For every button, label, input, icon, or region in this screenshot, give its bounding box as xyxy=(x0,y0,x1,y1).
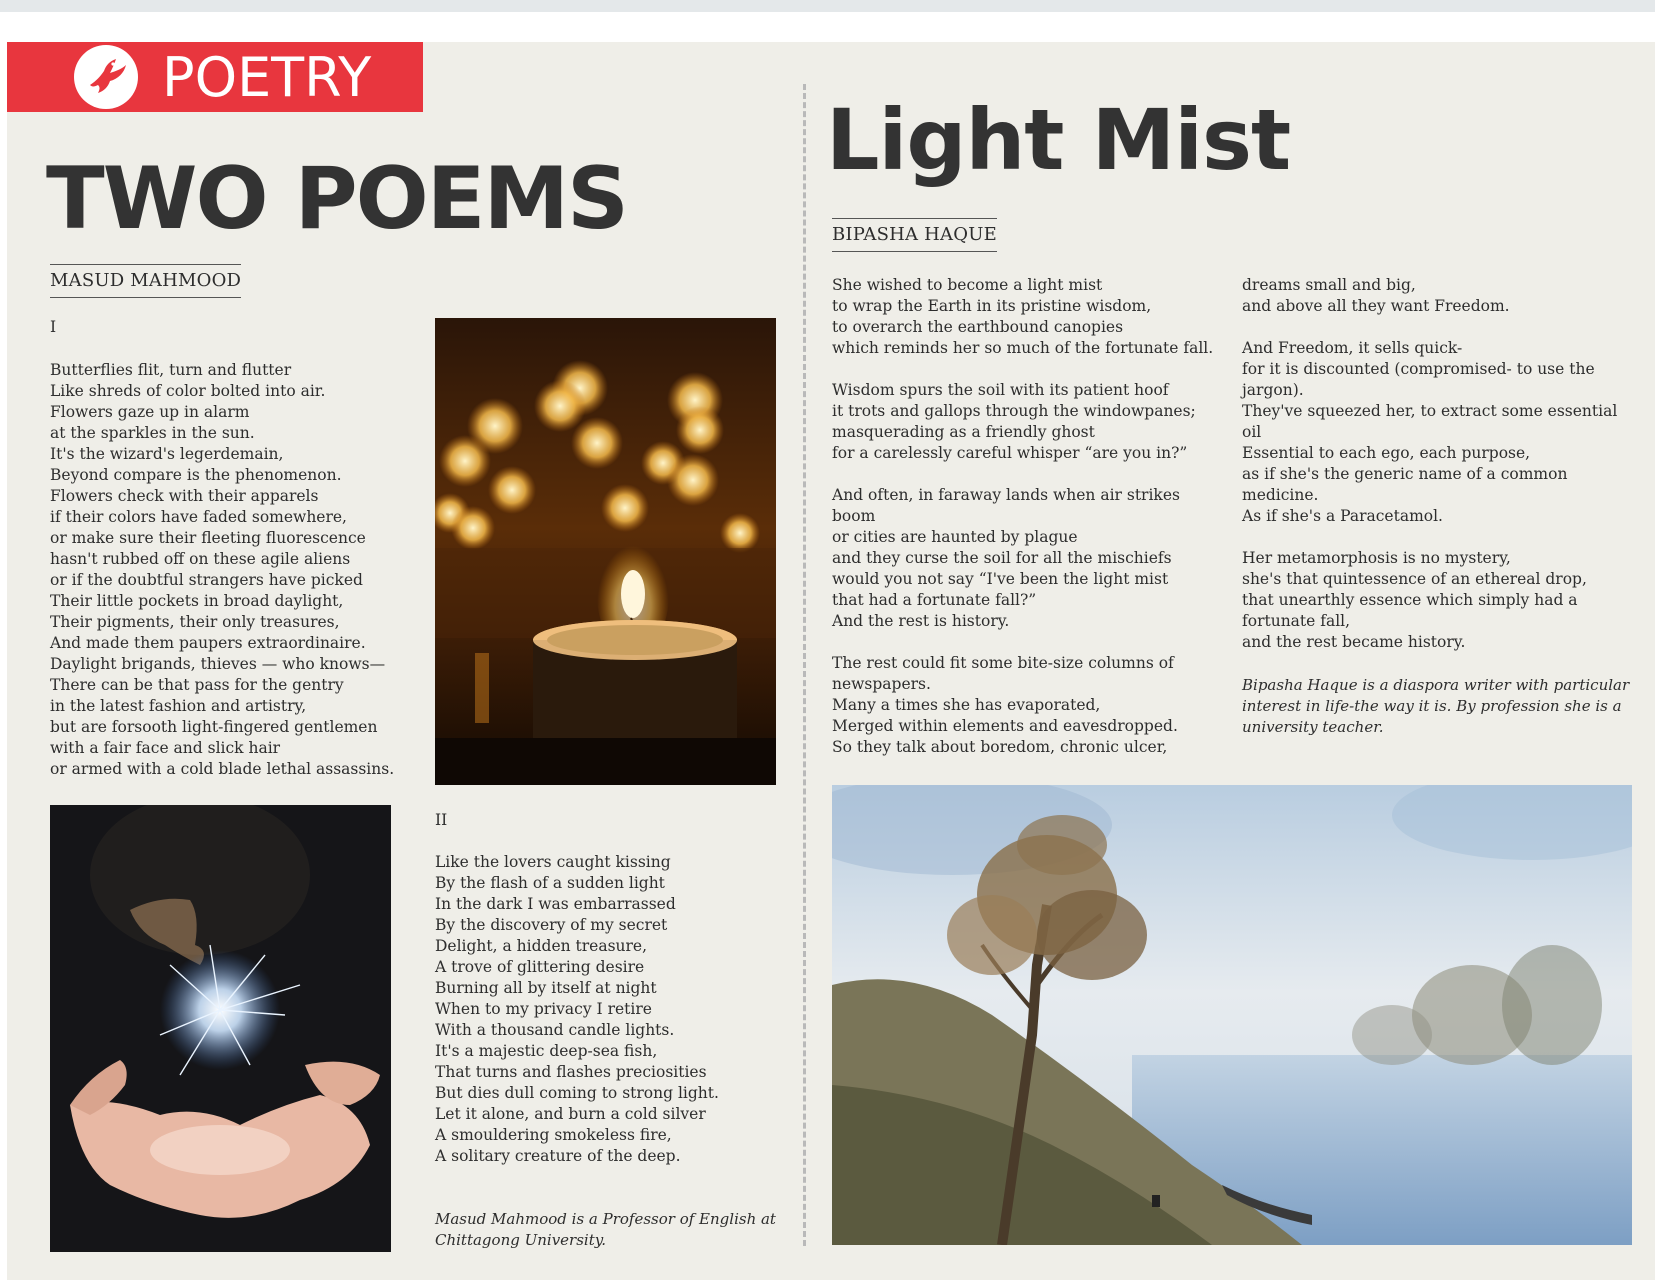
watercolor-landscape-painting xyxy=(832,785,1632,1245)
bio-line: university teacher. xyxy=(1242,718,1384,736)
poem-line: So they talk about boredom, chronic ulcer, xyxy=(832,738,1168,756)
poem-line: And the rest is history. xyxy=(832,612,1010,630)
poem-line: with a fair face and slick hair xyxy=(50,739,281,757)
poem-line: That turns and flashes preciosities xyxy=(435,1063,707,1081)
poem-line: Flowers check with their apparels xyxy=(50,487,319,505)
poem-line: Delight, a hidden treasure, xyxy=(435,937,648,955)
poem-line: Butterflies flit, turn and flutter xyxy=(50,361,292,379)
poem-2-text xyxy=(435,852,719,1167)
poem-line xyxy=(832,359,1213,380)
poem-line: and above all they want Freedom. xyxy=(1242,297,1510,315)
poem-line: which reminds her so much of the fortunate fall. xyxy=(832,339,1214,357)
poem-line: The rest could fit some bite-size columns of xyxy=(832,654,1174,672)
poem-line xyxy=(832,464,1213,485)
poem-line: it trots and gallops through the windowpanes; xyxy=(832,402,1196,420)
bio-line: Bipasha Haque is a diaspora writer with particular xyxy=(1242,676,1630,694)
poem-line: but are forsooth light-fingered gentlemen xyxy=(50,718,378,736)
poem-line: She wished to become a light mist xyxy=(832,276,1103,294)
bird-icon xyxy=(74,45,138,109)
poem-line: Daylight brigands, thieves — who knows— xyxy=(50,655,386,673)
poem-line: As if she's a Paracetamol. xyxy=(1242,507,1443,525)
poem-line: or if the doubtful strangers have picked xyxy=(50,571,363,589)
poem-line xyxy=(1242,317,1617,338)
poem-line: for it is discounted (compromised- to use the xyxy=(1242,360,1595,378)
poem-line: hasn't rubbed off on these agile aliens xyxy=(50,550,351,568)
poem-line: By the discovery of my secret xyxy=(435,916,668,934)
poem-line: A solitary creature of the deep. xyxy=(435,1147,681,1165)
poem-1-text xyxy=(50,360,394,780)
poem-line: to wrap the Earth in its pristine wisdom, xyxy=(832,297,1152,315)
poem-line: medicine. xyxy=(1242,486,1319,504)
poem-line: as if she's the generic name of a common xyxy=(1242,465,1568,483)
right-headline: Light Mist xyxy=(826,91,1291,189)
poem-line: Burning all by itself at night xyxy=(435,979,657,997)
right-byline: BIPASHA HAQUE xyxy=(832,218,997,252)
candles-photo xyxy=(435,318,776,785)
poem-line: at the sparkles in the sun. xyxy=(50,424,255,442)
poem-line: But dies dull coming to strong light. xyxy=(435,1084,719,1102)
poem-line: There can be that pass for the gentry xyxy=(50,676,344,694)
poem-1-numeral: I xyxy=(50,318,57,336)
section-badge xyxy=(7,42,423,112)
poem-line: A trove of glittering desire xyxy=(435,958,645,976)
poem-line: boom xyxy=(832,507,876,525)
poem-line: or make sure their fleeting fluorescence xyxy=(50,529,366,547)
left-headline: TWO POEMS xyxy=(46,149,627,249)
poem-line: When to my privacy I retire xyxy=(435,1000,652,1018)
poem-line: Wisdom spurs the soil with its patient hoof xyxy=(832,381,1169,399)
poem-line: newspapers. xyxy=(832,675,931,693)
bio-line: Chittagong University. xyxy=(435,1231,606,1249)
poem-line: and they curse the soil for all the mischiefs xyxy=(832,549,1172,567)
poem-line: if their colors have faded somewhere, xyxy=(50,508,347,526)
poem-line: Like shreds of color bolted into air. xyxy=(50,382,326,400)
poem-line: By the flash of a sudden light xyxy=(435,874,665,892)
bio-line: interest in life-the way it is. By profession she is a xyxy=(1242,697,1622,715)
bio-line: Masud Mahmood is a Professor of English at xyxy=(435,1210,776,1228)
poem-line: They've squeezed her, to extract some essential xyxy=(1242,402,1618,420)
left-byline: MASUD MAHMOOD xyxy=(50,264,241,298)
poem-line: and the rest became history. xyxy=(1242,633,1466,651)
poem-line: Her metamorphosis is no mystery, xyxy=(1242,549,1511,567)
poem-line: And made them paupers extraordinaire. xyxy=(50,634,366,652)
sparkler-hand-photo xyxy=(50,805,391,1252)
poem-line: jargon). xyxy=(1242,381,1304,399)
poem-line: It's the wizard's legerdemain, xyxy=(50,445,284,463)
poem-line: that had a fortunate fall?” xyxy=(832,591,1037,609)
poem-line: or cities are haunted by plague xyxy=(832,528,1078,546)
poem-line: dreams small and big, xyxy=(1242,276,1416,294)
poem-line: Many a times she has evaporated, xyxy=(832,696,1101,714)
right-author-bio xyxy=(1242,675,1629,738)
poem-line: Essential to each ego, each purpose, xyxy=(1242,444,1531,462)
poem-line: And Freedom, it sells quick- xyxy=(1242,339,1463,357)
poem-line: Flowers gaze up in alarm xyxy=(50,403,250,421)
poem-line xyxy=(1242,527,1617,548)
left-author-bio xyxy=(435,1209,776,1251)
poem-line: Beyond compare is the phenomenon. xyxy=(50,466,342,484)
poem-line: A smouldering smokeless fire, xyxy=(435,1126,672,1144)
poem-line: In the dark I was embarrassed xyxy=(435,895,676,913)
poem-line: And often, in faraway lands when air strikes xyxy=(832,486,1180,504)
column-divider xyxy=(803,84,806,1246)
poem-line: Merged within elements and eavesdropped. xyxy=(832,717,1178,735)
poem-line: Like the lovers caught kissing xyxy=(435,853,671,871)
poem-line: in the latest fashion and artistry, xyxy=(50,697,307,715)
section-label: POETRY xyxy=(162,45,372,109)
light-mist-column-2 xyxy=(1242,275,1617,653)
poem-line: to overarch the earthbound canopies xyxy=(832,318,1124,336)
poem-line xyxy=(832,632,1213,653)
poem-line: Their pigments, their only treasures, xyxy=(50,613,340,631)
poem-line: Let it alone, and burn a cold silver xyxy=(435,1105,706,1123)
light-mist-column-1 xyxy=(832,275,1213,758)
poem-line: With a thousand candle lights. xyxy=(435,1021,675,1039)
poem-line: or armed with a cold blade lethal assassins. xyxy=(50,760,395,778)
poem-line: fortunate fall, xyxy=(1242,612,1351,630)
poem-2-numeral: II xyxy=(435,811,448,829)
poem-line: Their little pockets in broad daylight, xyxy=(50,592,344,610)
poem-line: oil xyxy=(1242,423,1262,441)
top-band xyxy=(0,0,1655,12)
poem-line: masquerading as a friendly ghost xyxy=(832,423,1095,441)
poem-line: It's a majestic deep-sea fish, xyxy=(435,1042,658,1060)
poem-line: that unearthly essence which simply had a xyxy=(1242,591,1578,609)
poem-line: she's that quintessence of an ethereal drop, xyxy=(1242,570,1587,588)
poem-line: for a carelessly careful whisper “are you in?” xyxy=(832,444,1188,462)
poem-line: would you not say “I've been the light mist xyxy=(832,570,1169,588)
